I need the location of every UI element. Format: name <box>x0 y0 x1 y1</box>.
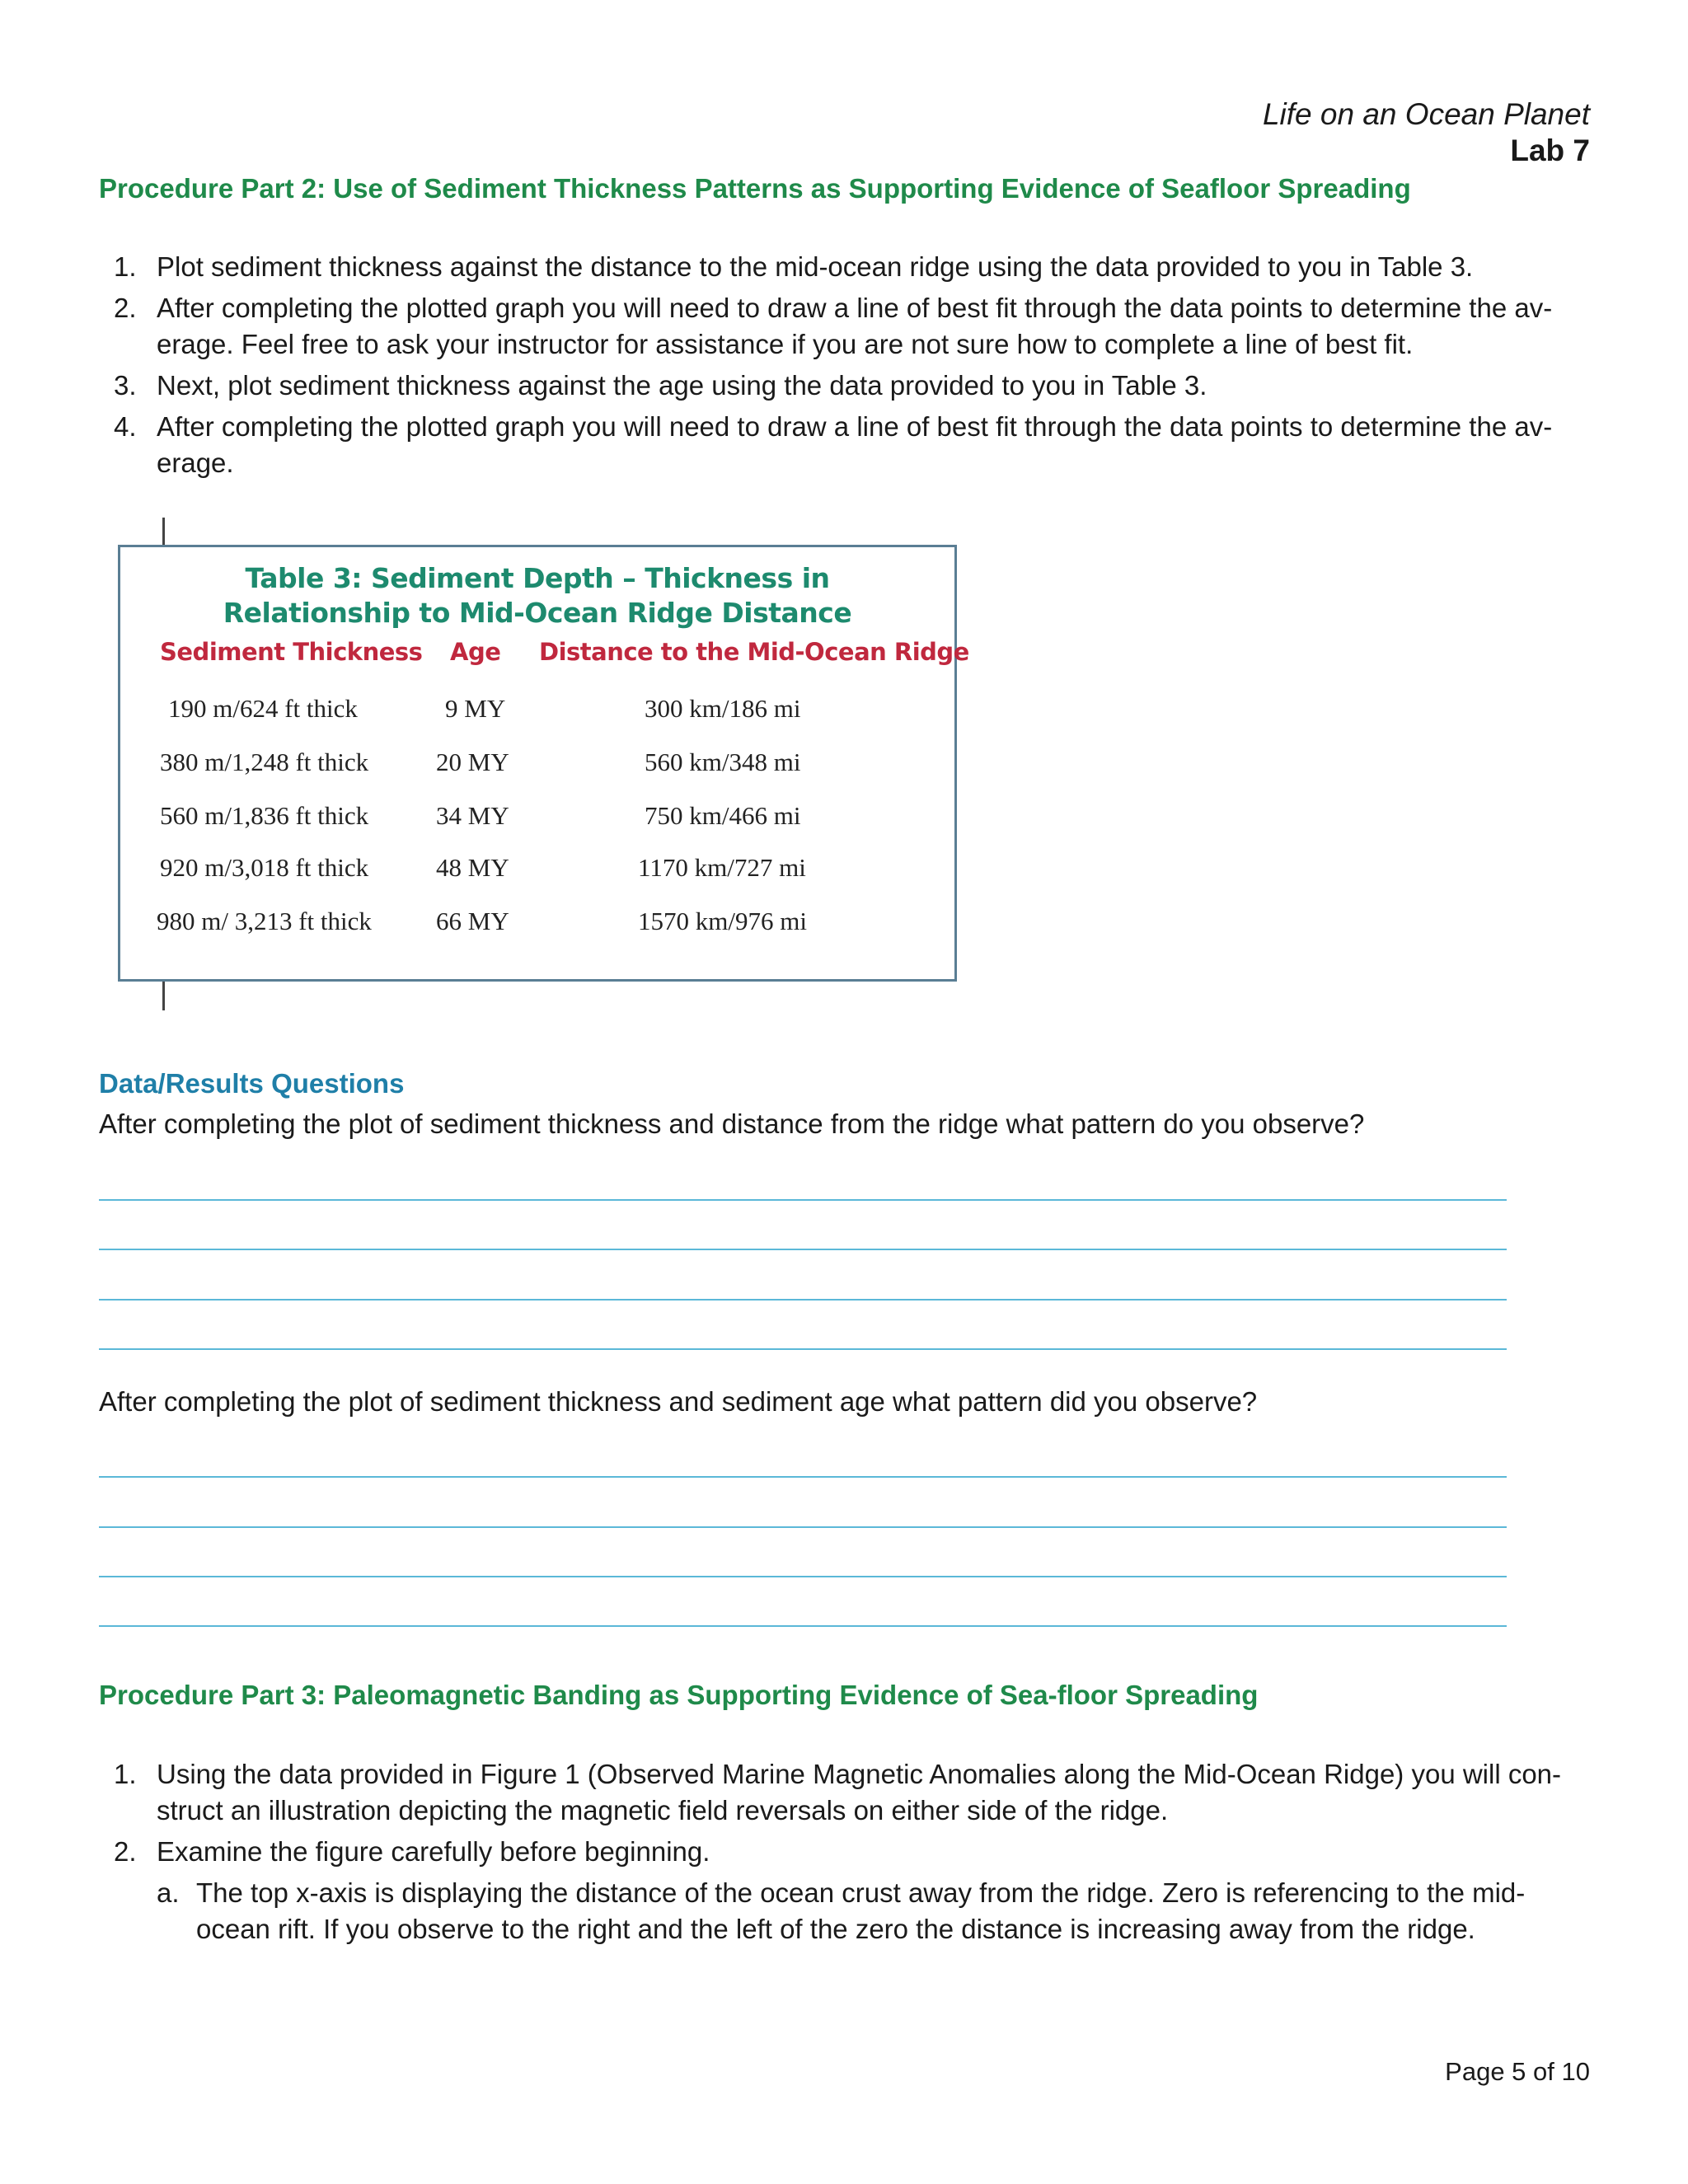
answer-line[interactable] <box>99 1576 1507 1577</box>
table-cell: 380 m/1,248 ft thick <box>160 748 369 776</box>
list-item: 2. After completing the plotted graph you will need to draw a line of best fit through the data points to determine the av- erage. Feel free to ask your instructor for assistance if you are not sure how to complete a line of best fit. <box>114 293 1553 359</box>
crop-mark <box>162 518 165 547</box>
lab-number: Lab 7 <box>1510 134 1590 167</box>
table-cell: 560 m/1,836 ft thick <box>160 801 369 830</box>
table-cell: 980 m/ 3,213 ft thick <box>157 907 372 935</box>
list-item: 4. After completing the plotted graph you will need to draw a line of best fit through the data points to determine the av- erage. <box>114 411 1553 478</box>
table-cell: 9 MY <box>445 694 506 723</box>
answer-line[interactable] <box>99 1348 1507 1350</box>
answer-line[interactable] <box>99 1476 1507 1478</box>
list-item: 1. Plot sediment thickness against the distance to the mid-ocean ridge using the data provided to you in Table 3. <box>114 251 1474 282</box>
table-cell: 20 MY <box>436 748 509 776</box>
column-header: Distance to the Mid-Ocean Ridge <box>539 638 969 666</box>
table-cell: 190 m/624 ft thick <box>168 694 358 723</box>
table-cell: 1170 km/727 mi <box>638 853 806 882</box>
column-header: Sediment Thickness <box>160 638 423 666</box>
table3-figure <box>118 545 969 982</box>
table-cell: 300 km/186 mi <box>645 694 801 723</box>
results-heading: Data/Results Questions <box>99 1068 405 1099</box>
table-title: Relationship to Mid-Ocean Ridge Distance <box>223 597 852 629</box>
crop-mark <box>162 977 165 1010</box>
course-title: Life on an Ocean Planet <box>1262 97 1590 131</box>
question-1: After completing the plot of sediment thickness and distance from the ridge what pattern do you observe? <box>99 1108 1365 1139</box>
table-cell: 750 km/466 mi <box>645 801 801 830</box>
answer-line[interactable] <box>99 1299 1507 1301</box>
list-item: 1. Using the data provided in Figure 1 (Observed Marine Magnetic Anomalies along the Mid-Ocean Ridge) you will con- struct an illustration depicting the magnetic field reversals on either side of the ridge. <box>114 1759 1562 1825</box>
table-cell: 920 m/3,018 ft thick <box>160 853 369 882</box>
table-cell: 66 MY <box>436 907 509 935</box>
table-cell: 1570 km/976 mi <box>638 907 807 935</box>
answer-line[interactable] <box>99 1625 1507 1627</box>
answer-line[interactable] <box>99 1249 1507 1250</box>
part2-heading: Procedure Part 2: Use of Sediment Thickness Patterns as Supporting Evidence of Seafloor Spreading <box>99 173 1411 204</box>
list-item: 2. Examine the figure carefully before beginning. <box>114 1836 710 1867</box>
table-title: Table 3: Sediment Depth – Thickness in <box>245 562 830 594</box>
answer-line[interactable] <box>99 1199 1507 1201</box>
part2-steps <box>99 249 1582 486</box>
table-cell: 34 MY <box>436 801 509 830</box>
list-item: 3. Next, plot sediment thickness against the age using the data provided to you in Table 3. <box>114 370 1207 401</box>
table-cell: 48 MY <box>436 853 509 882</box>
question-2: After completing the plot of sediment thickness and sediment age what pattern did you observe? <box>99 1386 1258 1417</box>
page-number: Page 5 of 10 <box>1445 2057 1590 2086</box>
table-cell: 560 km/348 mi <box>645 748 801 776</box>
part3-steps <box>99 1756 1591 1952</box>
answer-line[interactable] <box>99 1526 1507 1528</box>
column-header: Age <box>450 638 501 666</box>
part3-heading: Procedure Part 3: Paleomagnetic Banding as Supporting Evidence of Sea-floor Spreading <box>99 1680 1259 1710</box>
list-item: a. The top x-axis is displaying the distance of the ocean crust away from the ridge. Zero is referencing to the mid- ocean rift. If you observe to the right and the left of the zero the distance is increasing away from the ridge. <box>157 1877 1526 1944</box>
